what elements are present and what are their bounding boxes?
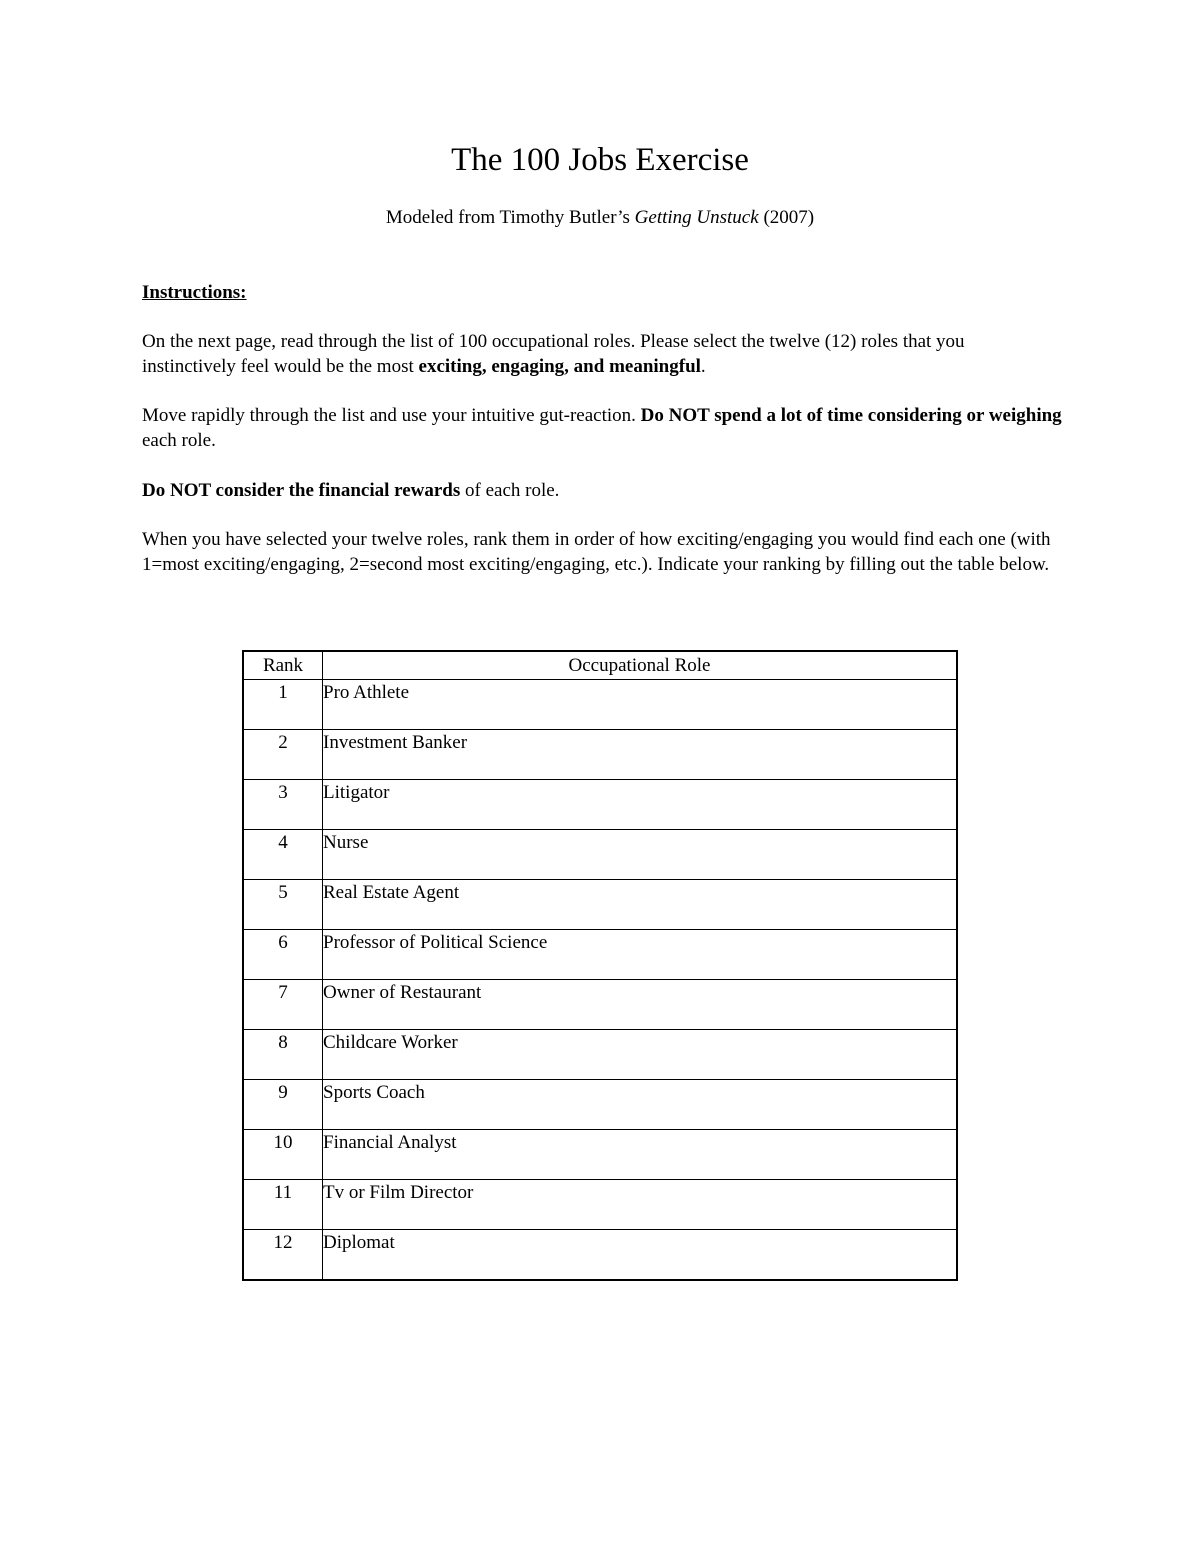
instructions-heading: Instructions: (142, 282, 247, 303)
table-row (243, 1180, 957, 1230)
paragraph-1-emphasis: exciting, engaging, and meaningful (418, 356, 701, 377)
paragraph-1-end: . (700, 356, 706, 377)
instructions-paragraph-1 (142, 329, 1062, 379)
role-cell: Childcare Worker (323, 1030, 958, 1080)
paragraph-2-emphasis: Do NOT spend a lot of time considering or weighing (640, 405, 1062, 426)
rank-cell: 4 (243, 830, 323, 880)
instructions-paragraph-2 (142, 403, 1062, 453)
role-cell: Tv or Film Director (323, 1180, 958, 1230)
paragraph-3-end: of each role. (460, 480, 560, 501)
rank-cell: 6 (243, 930, 323, 980)
instructions-paragraph-3 (142, 478, 1062, 503)
rank-cell: 1 (243, 680, 323, 730)
rank-cell: 2 (243, 730, 323, 780)
rank-cell: 3 (243, 780, 323, 830)
rank-cell: 7 (243, 980, 323, 1030)
role-cell: Pro Athlete (323, 680, 958, 730)
table-row (243, 730, 957, 780)
book-title: Getting Unstuck (634, 207, 759, 228)
role-cell: Sports Coach (323, 1080, 958, 1130)
table-row (243, 1030, 957, 1080)
rank-cell: 12 (243, 1230, 323, 1281)
rank-cell: 9 (243, 1080, 323, 1130)
paragraph-2-text: Move rapidly through the list and use your intuitive gut-reaction. (142, 405, 641, 426)
paragraph-1-text: On the next page, read through the list of 100 occupational roles. Please select the twelve (12) roles that you instinctively feel would be the most (142, 331, 965, 377)
table-row (243, 980, 957, 1030)
table-header-row (243, 651, 957, 680)
role-cell: Real Estate Agent (323, 880, 958, 930)
role-column-header: Occupational Role (323, 651, 958, 680)
subtitle-prefix: Modeled from Timothy Butler’s (385, 207, 635, 228)
role-cell: Owner of Restaurant (323, 980, 958, 1030)
table-row (243, 880, 957, 930)
table-row (243, 680, 957, 730)
paragraph-3-emphasis: Do NOT consider the financial rewards (142, 480, 461, 501)
paragraph-2-end: each role. (142, 430, 216, 451)
role-cell: Nurse (323, 830, 958, 880)
rank-column-header: Rank (243, 651, 323, 680)
table-row (243, 1230, 957, 1281)
page-title: The 100 Jobs Exercise (451, 142, 749, 178)
table-row (243, 1130, 957, 1180)
role-cell: Financial Analyst (323, 1130, 958, 1180)
table-row (243, 930, 957, 980)
table-row (243, 1080, 957, 1130)
table-row (243, 830, 957, 880)
rank-cell: 8 (243, 1030, 323, 1080)
role-cell: Litigator (323, 780, 958, 830)
subtitle-suffix: (2007) (758, 207, 815, 228)
table-row (243, 780, 957, 830)
instructions-paragraph-4: When you have selected your twelve roles, rank them in order of how exciting/engaging you would find each one (with 1=most exciting/engaging, 2=second most exciting/engaging, etc.). Indicate your ranking by filling out the table below. (142, 529, 1051, 575)
ranking-table (242, 650, 958, 1281)
role-cell: Professor of Political Science (323, 930, 958, 980)
role-cell: Investment Banker (323, 730, 958, 780)
rank-cell: 10 (243, 1130, 323, 1180)
rank-cell: 5 (243, 880, 323, 930)
role-cell: Diplomat (323, 1230, 958, 1281)
subtitle (0, 205, 1200, 231)
rank-cell: 11 (243, 1180, 323, 1230)
